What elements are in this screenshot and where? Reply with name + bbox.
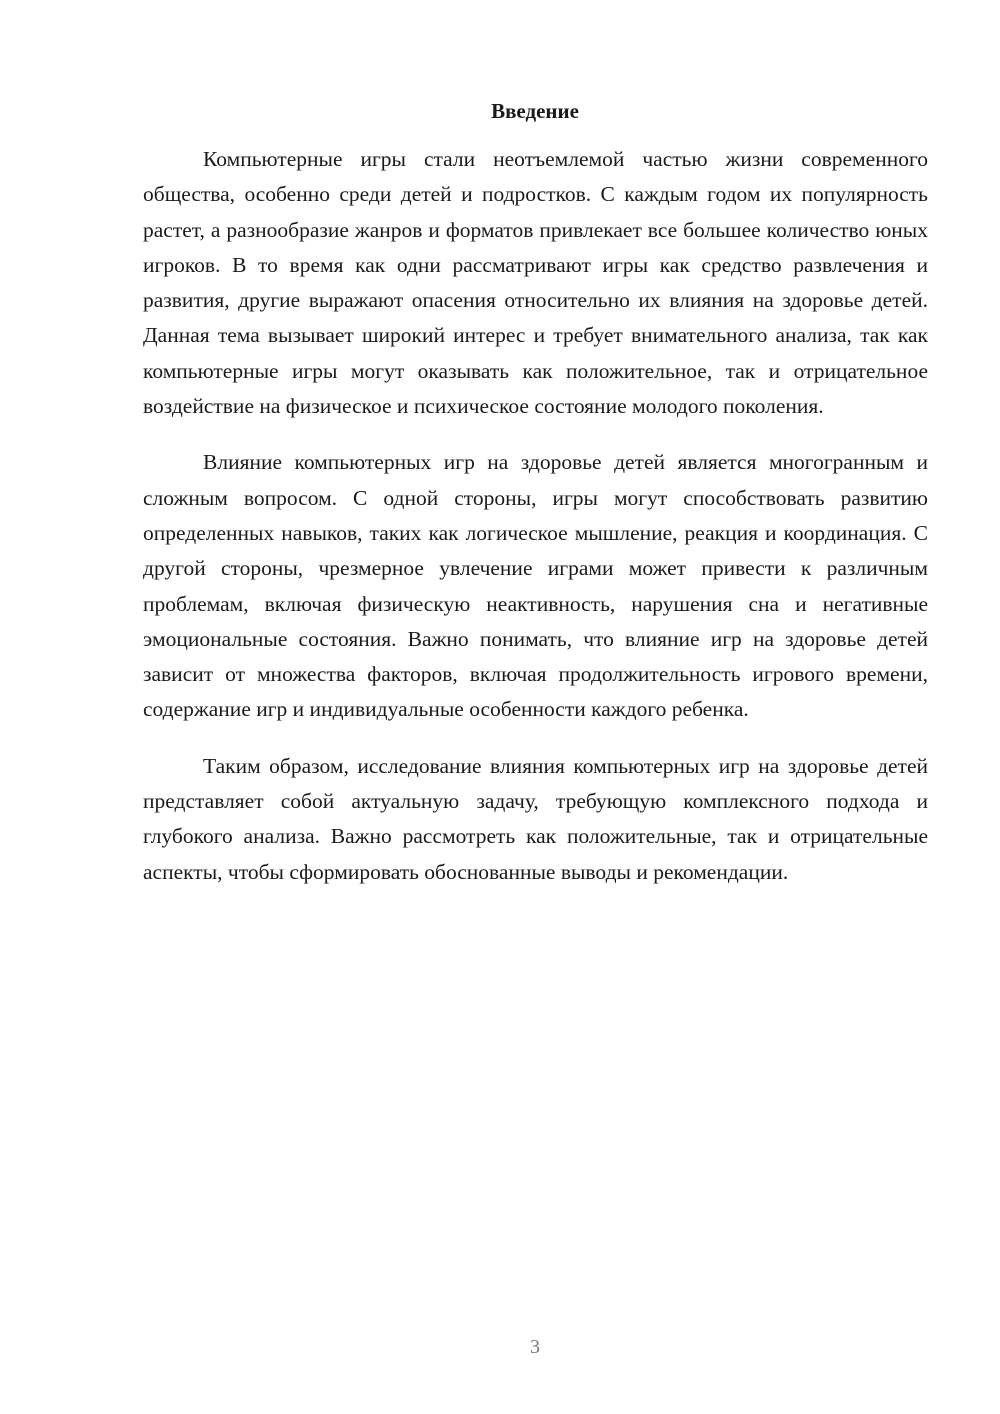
paragraph-1: Компьютерные игры стали неотъемлемой частью жизни современного общества, особенно среди детей и подростков. С каждым годом их популярность растет, а разнообразие жанров и форматов привлекает все большее количество юных игроков. В то время как одни рассматривают игры как средство развлечения и развития, другие выражают опасения относительно их влияния на здоровье детей. Данная тема вызывает широкий интерес и требует внимательного анализа, так как компьютерные игры могут оказывать как положительное, так и отрицательное воздействие на физическое и психическое состояние молодого поколения. <box>143 147 928 419</box>
paragraph-2: Влияние компьютерных игр на здоровье детей является многогранным и сложным вопросом. С одной стороны, игры могут способствовать развитию определенных навыков, таких как логическое мышление, реакция и координация. С другой стороны, чрезмерное увлечение играми может привести к различным проблемам, включая физическую неактивность, нарушения сна и негативные эмоциональные состояния. Важно понимать, что влияние игр на здоровье детей зависит от множества факторов, включая продолжительность игрового времени, содержание игр и индивидуальные особенности каждого ребенка. <box>143 450 928 722</box>
page-number: 3 <box>530 1336 540 1358</box>
body-text <box>143 142 928 911</box>
paragraph-3: Таким образом, исследование влияния компьютерных игр на здоровье детей представляет собой актуальную задачу, требующую комплексного подхода и глубокого анализа. Важно рассмотреть как положительные, так и отрицательные аспекты, чтобы сформировать обоснованные выводы и рекомендации. <box>143 753 928 884</box>
section-heading: Введение <box>491 99 579 123</box>
